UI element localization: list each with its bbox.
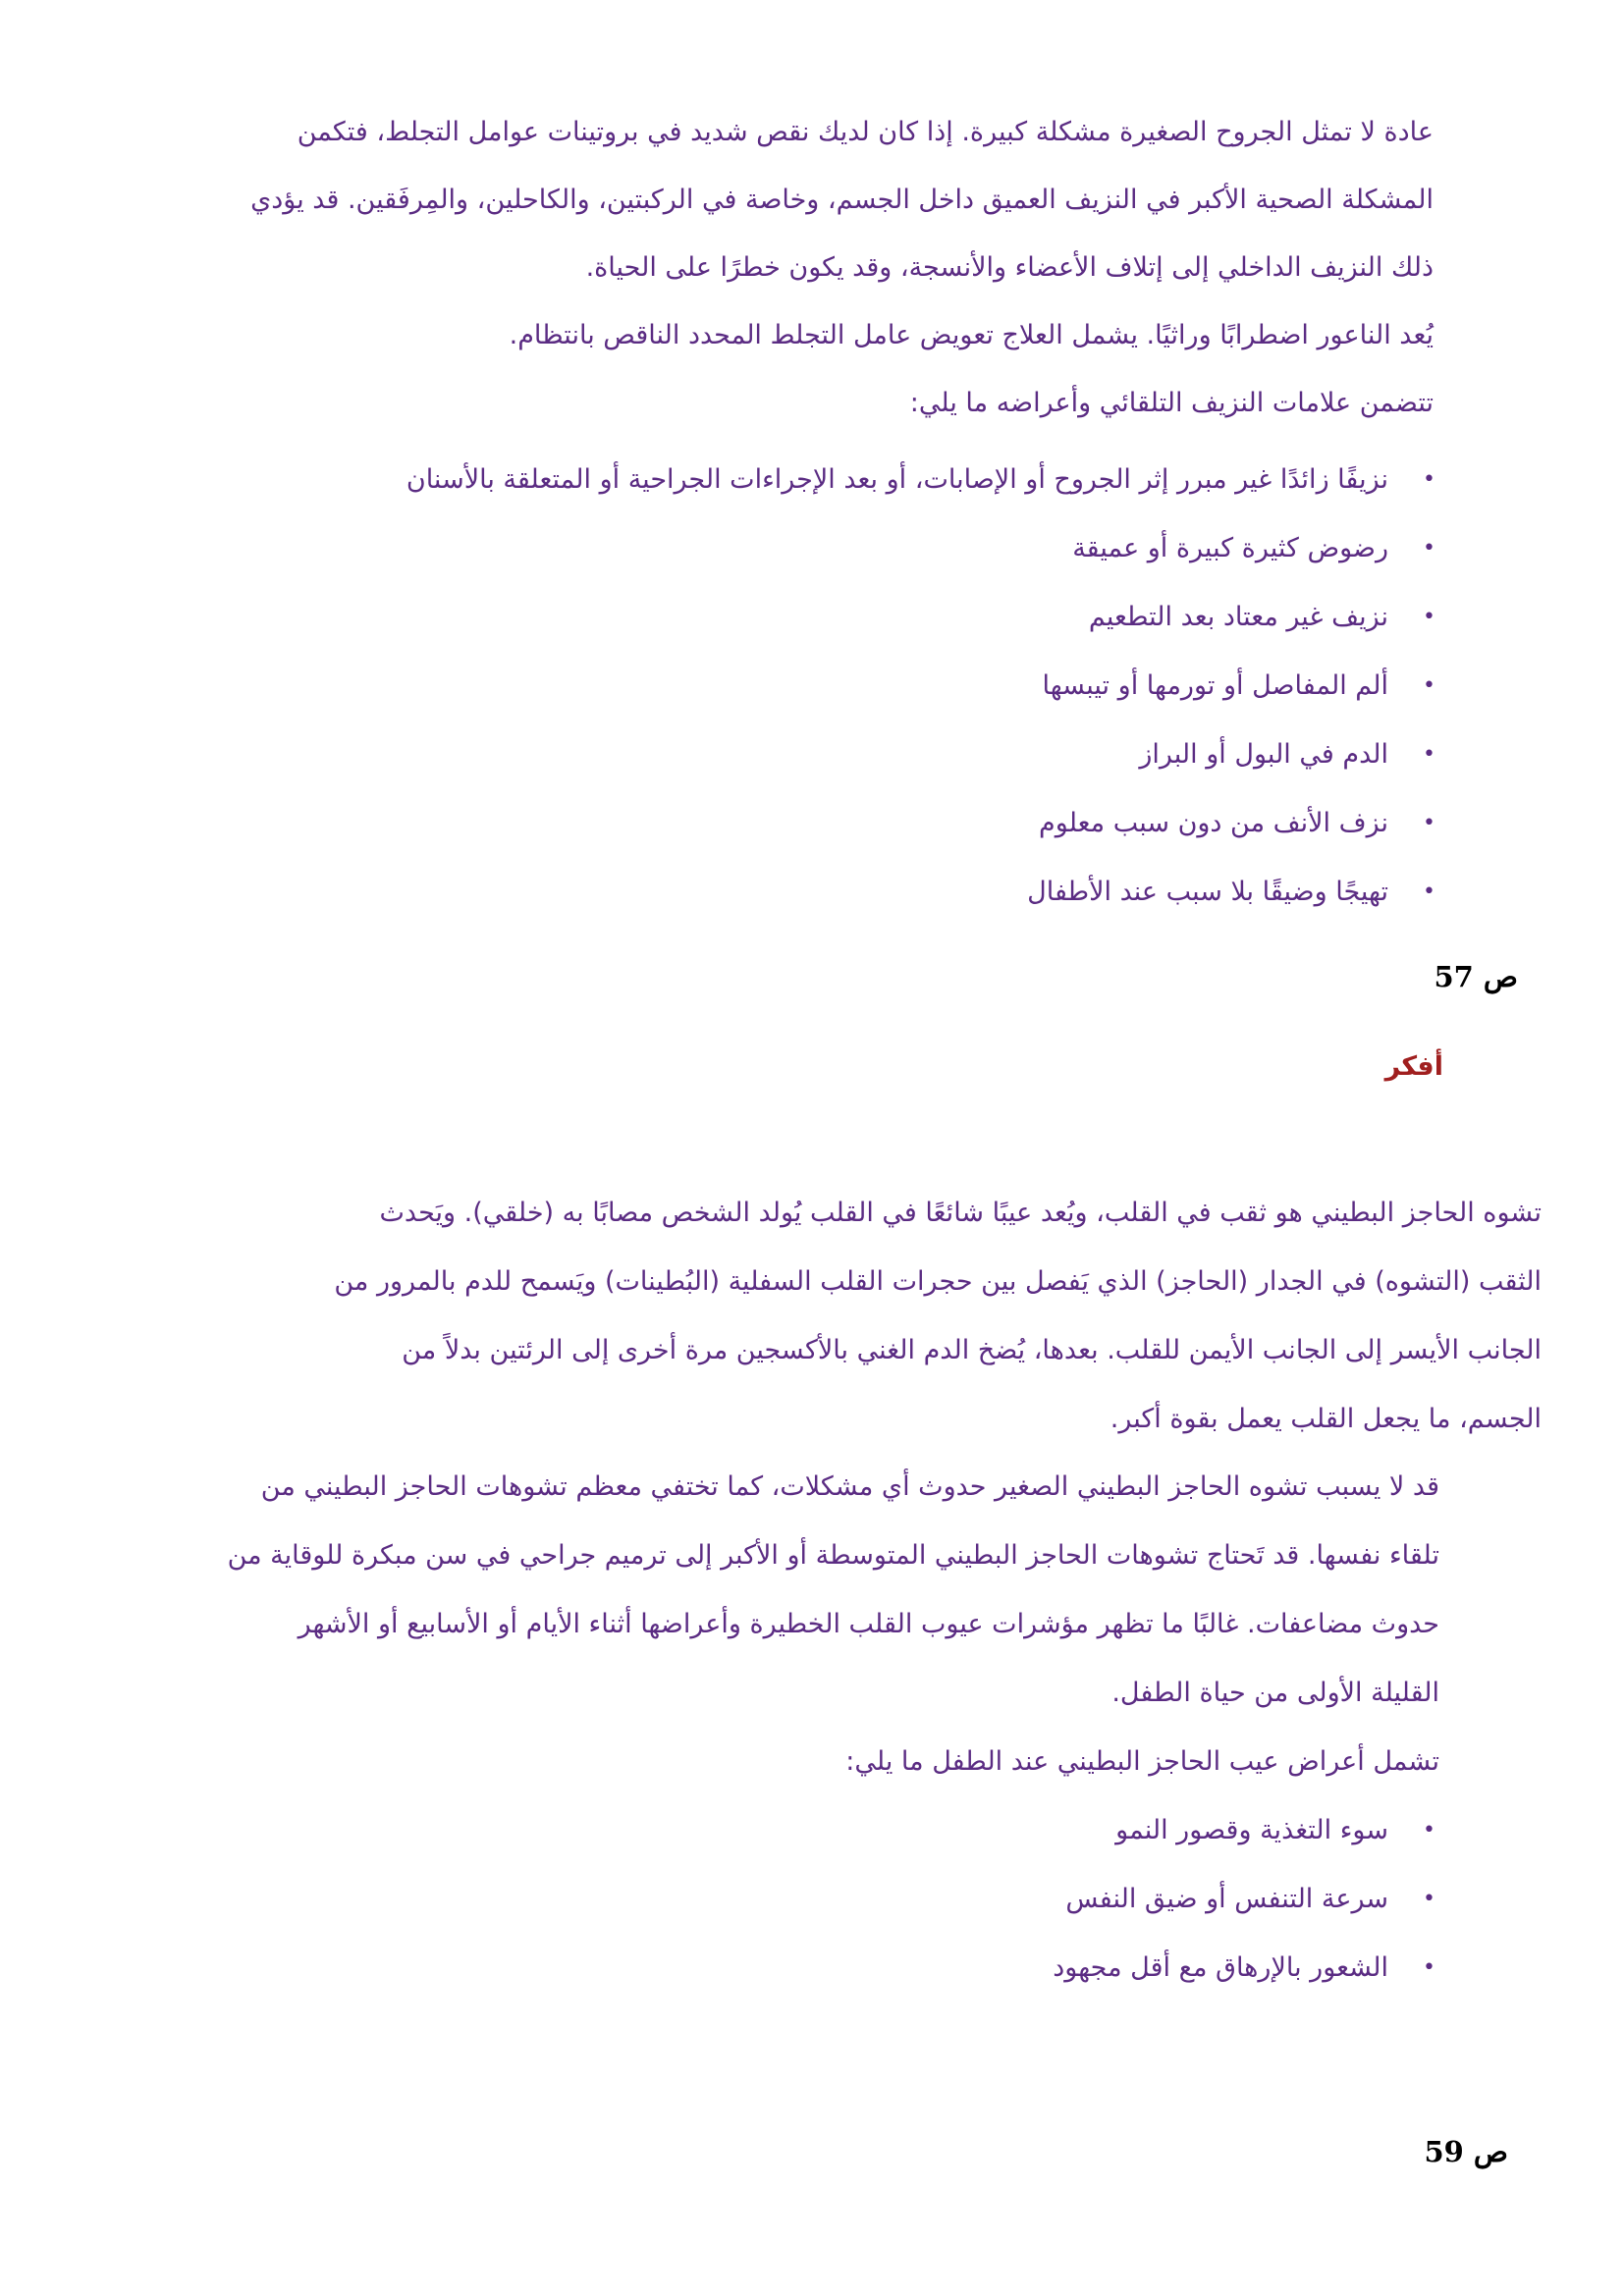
list-item: • الدم في البول أو البراز — [406, 721, 1439, 789]
paragraph-line: الجانب الأيسر إلى الجانب الأيمن للقلب. بعدها، يُضخ الدم الغني بالأكسجين مرة أخرى إلى الرئتين بدلاً من — [402, 1335, 1542, 1365]
bullet-icon: • — [1423, 1955, 1435, 1980]
list-item: • سرعة التنفس أو ضيق النفس — [1053, 1865, 1439, 1934]
section1-paragraph — [128, 98, 1434, 437]
list-item: • نزف الأنف من دون سبب معلوم — [406, 789, 1439, 858]
list-item: • الشعور بالإرهاق مع أقل مجهود — [1053, 1934, 1439, 2002]
bullet-icon: • — [1423, 673, 1435, 698]
list-item: • نزيف غير معتاد بعد التطعيم — [406, 583, 1439, 652]
paragraph-line: حدوث مضاعفات. غالبًا ما تظهر مؤشرات عيوب القلب الخطيرة وأعراضها أثناء الأيام أو الأسابيع أو الأشهر — [298, 1609, 1439, 1639]
list-item: • نزيفًا زائدًا غير مبرر إثر الجروح أو الإصابات، أو بعد الإجراءات الجراحية أو المتعلقة بالأسنان — [406, 446, 1439, 514]
list-item: • ألم المفاصل أو تورمها أو تيبسها — [406, 652, 1439, 721]
paragraph-line: يُعد الناعور اضطرابًا وراثيًا. يشمل العلاج تعويض عامل التجلط المحدد الناقص بانتظام. — [509, 320, 1434, 350]
paragraph-line: ذلك النزيف الداخلي إلى إتلاف الأعضاء والأنسجة، وقد يكون خطرًا على الحياة. — [585, 252, 1434, 283]
paragraph-line: القليلة الأولى من حياة الطفل. — [1111, 1678, 1439, 1708]
list-item: • سوء التغذية وقصور النمو — [1053, 1796, 1439, 1865]
list-item: • تهيجًا وضيقًا بلا سبب عند الأطفال — [406, 858, 1439, 927]
paragraph-line: تلقاء نفسها. قد تَحتاج تشوهات الحاجز البطيني المتوسطة أو الأكبر إلى ترميم جراحي في سن مبكرة للوقاية من — [227, 1540, 1439, 1571]
bullet-icon: • — [1423, 1887, 1435, 1911]
list-item: • رضوض كثيرة كبيرة أو عميقة — [406, 514, 1439, 583]
bullet-icon: • — [1423, 605, 1435, 629]
section2-bullet-list — [1053, 1796, 1439, 2002]
bullet-icon: • — [1423, 811, 1435, 835]
list-intro: تشمل أعراض عيب الحاجز البطيني عند الطفل ما يلي: — [845, 1746, 1439, 1777]
paragraph-line: الجسم، ما يجعل القلب يعمل بقوة أكبر. — [1110, 1404, 1542, 1434]
page-reference: ص 59 — [1424, 2135, 1508, 2168]
paragraph-line: تشوه الحاجز البطيني هو ثقب في القلب، ويُعد عيبًا شائعًا في القلب يُولد الشخص مصابًا به (خلقي). ويَحدث — [379, 1198, 1542, 1228]
page-reference: ص 57 — [1434, 960, 1518, 993]
bullet-icon: • — [1423, 1818, 1435, 1842]
section1-bullet-list — [406, 446, 1439, 927]
paragraph-line: قد لا يسبب تشوه الحاجز البطيني الصغير حدوث أي مشكلات، كما تختفي معظم تشوهات الحاجز البطيني من — [260, 1471, 1439, 1502]
paragraph-line: عادة لا تمثل الجروح الصغيرة مشكلة كبيرة. إذا كان لديك نقص شديد في بروتينات عوامل التجلط، فتكمن — [297, 117, 1434, 147]
section2-paragraph-2 — [108, 1453, 1439, 1796]
list-intro: تتضمن علامات النزيف التلقائي وأعراضه ما يلي: — [909, 388, 1434, 418]
bullet-icon: • — [1423, 536, 1435, 561]
section-heading: أفكر — [1384, 1051, 1443, 1082]
section2-paragraph-1 — [236, 1179, 1542, 1454]
bullet-icon: • — [1423, 467, 1435, 492]
paragraph-line: الثقب (التشوه) في الجدار (الحاجز) الذي يَفصل بين حجرات القلب السفلية (البُطينات) ويَسمح للدم بالمرور من — [334, 1266, 1542, 1297]
bullet-icon: • — [1423, 880, 1435, 904]
bullet-icon: • — [1423, 742, 1435, 767]
paragraph-line: المشكلة الصحية الأكبر في النزيف العميق داخل الجسم، وخاصة في الركبتين، والكاحلين، والمِرفَقين. قد يؤدي — [250, 185, 1434, 215]
